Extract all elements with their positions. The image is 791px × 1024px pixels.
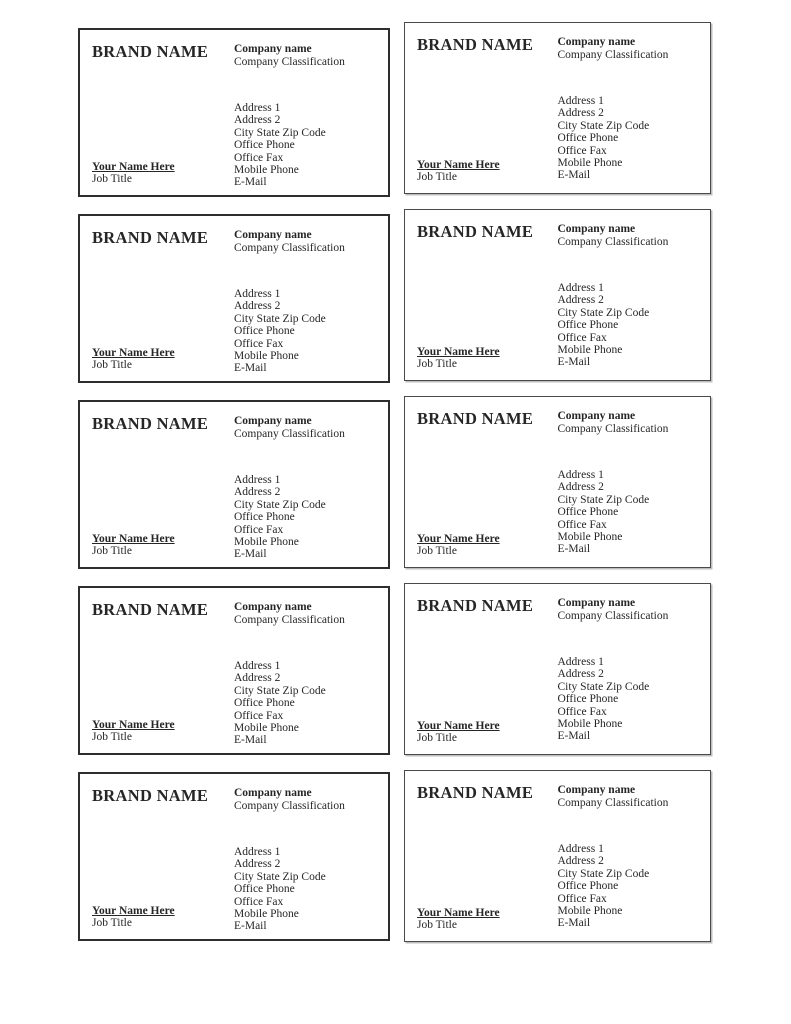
contact-name: Your Name Here <box>92 532 175 545</box>
address-line-mobile-phone: Mobile Phone <box>234 908 299 921</box>
business-card <box>78 772 390 941</box>
company-block <box>234 787 345 812</box>
contact-name: Your Name Here <box>92 718 175 731</box>
address-line-office-phone: Office Phone <box>557 693 619 706</box>
address-line-email: E-Mail <box>557 543 591 556</box>
address-line-mobile-phone: Mobile Phone <box>557 718 623 731</box>
company-name: Company name <box>234 601 312 613</box>
address-line-email: E-Mail <box>234 920 267 933</box>
address-block <box>558 282 650 369</box>
address-line-1: Address 1 <box>234 474 281 486</box>
address-line-email: E-Mail <box>557 169 591 182</box>
address-line-office-fax: Office Fax <box>557 892 607 905</box>
company-block <box>558 784 669 809</box>
address-line-1: Address 1 <box>557 95 604 107</box>
company-classification: Company Classification <box>557 609 669 622</box>
address-line-email: E-Mail <box>234 362 267 375</box>
address-line-office-fax: Office Fax <box>557 144 607 157</box>
job-title: Job Title <box>92 917 132 930</box>
address-line-mobile-phone: Mobile Phone <box>234 350 299 363</box>
address-block <box>558 469 650 556</box>
address-block <box>234 288 326 375</box>
contact-name: Your Name Here <box>417 532 500 545</box>
address-line-office-fax: Office Fax <box>234 709 284 722</box>
address-line-city-state-zip: City State Zip Code <box>234 312 326 325</box>
business-card <box>78 214 390 383</box>
brand-name: BRAND NAME <box>417 783 534 802</box>
address-line-office-fax: Office Fax <box>234 523 284 536</box>
contact-name: Your Name Here <box>92 346 175 359</box>
company-block <box>558 597 669 622</box>
address-line-city-state-zip: City State Zip Code <box>557 493 650 506</box>
business-card <box>404 396 711 568</box>
address-line-city-state-zip: City State Zip Code <box>234 498 326 511</box>
company-classification: Company Classification <box>557 796 669 809</box>
card-column-left <box>78 28 390 941</box>
signature-block <box>417 720 500 745</box>
address-line-2: Address 2 <box>234 114 281 127</box>
company-block <box>234 415 345 440</box>
company-classification: Company Classification <box>234 613 345 626</box>
business-card <box>404 770 711 942</box>
company-name: Company name <box>234 229 312 241</box>
address-line-office-fax: Office Fax <box>557 518 607 531</box>
company-name: Company name <box>557 223 636 235</box>
address-line-2: Address 2 <box>234 858 281 871</box>
job-title: Job Title <box>417 919 457 932</box>
address-line-2: Address 2 <box>557 668 604 681</box>
business-card <box>404 22 711 194</box>
address-line-mobile-phone: Mobile Phone <box>557 905 623 918</box>
business-card <box>404 583 711 755</box>
job-title: Job Title <box>417 358 457 371</box>
company-name: Company name <box>234 787 312 799</box>
address-line-office-phone: Office Phone <box>234 325 295 338</box>
business-card <box>78 400 390 569</box>
address-line-1: Address 1 <box>557 843 604 855</box>
company-classification: Company Classification <box>234 55 345 68</box>
address-line-2: Address 2 <box>234 486 281 499</box>
address-block <box>234 846 326 933</box>
address-line-office-fax: Office Fax <box>234 337 284 350</box>
signature-block <box>92 533 175 558</box>
contact-name: Your Name Here <box>417 719 500 732</box>
signature-block <box>92 161 175 186</box>
company-block <box>558 223 669 248</box>
address-line-office-phone: Office Phone <box>234 883 295 896</box>
brand-name: BRAND NAME <box>92 228 209 247</box>
address-line-city-state-zip: City State Zip Code <box>557 306 650 319</box>
address-line-office-fax: Office Fax <box>557 705 607 718</box>
job-title: Job Title <box>417 545 457 558</box>
contact-name: Your Name Here <box>92 904 175 917</box>
address-line-email: E-Mail <box>557 356 591 369</box>
address-line-email: E-Mail <box>234 548 267 561</box>
company-block <box>234 43 345 68</box>
company-name: Company name <box>557 410 636 422</box>
address-block <box>234 660 326 747</box>
signature-block <box>417 907 500 932</box>
signature-block <box>417 533 500 558</box>
brand-name: BRAND NAME <box>417 596 534 615</box>
company-name: Company name <box>234 415 312 427</box>
address-block <box>558 843 650 930</box>
address-line-mobile-phone: Mobile Phone <box>234 722 299 735</box>
address-line-office-phone: Office Phone <box>557 132 619 145</box>
address-line-office-fax: Office Fax <box>234 151 284 164</box>
brand-name: BRAND NAME <box>92 600 209 619</box>
signature-block <box>92 905 175 930</box>
brand-name: BRAND NAME <box>417 222 534 241</box>
job-title: Job Title <box>417 732 457 745</box>
address-line-office-phone: Office Phone <box>234 697 295 710</box>
address-block <box>558 656 650 743</box>
job-title: Job Title <box>92 359 132 372</box>
address-block <box>558 95 650 182</box>
address-line-email: E-Mail <box>557 917 591 930</box>
address-line-office-phone: Office Phone <box>234 511 295 524</box>
brand-name: BRAND NAME <box>92 42 209 61</box>
address-line-1: Address 1 <box>557 656 604 668</box>
address-line-office-fax: Office Fax <box>234 895 284 908</box>
brand-name: BRAND NAME <box>92 786 209 805</box>
company-name: Company name <box>557 597 636 609</box>
contact-name: Your Name Here <box>417 158 500 171</box>
company-block <box>558 36 669 61</box>
address-line-office-phone: Office Phone <box>557 319 619 332</box>
business-card <box>78 28 390 197</box>
contact-name: Your Name Here <box>92 160 175 173</box>
address-line-1: Address 1 <box>557 469 604 481</box>
brand-name: BRAND NAME <box>417 35 534 54</box>
job-title: Job Title <box>417 171 457 184</box>
business-card <box>404 209 711 381</box>
job-title: Job Title <box>92 173 132 186</box>
address-line-office-phone: Office Phone <box>234 139 295 152</box>
business-card <box>78 586 390 755</box>
address-block <box>234 474 326 561</box>
address-line-mobile-phone: Mobile Phone <box>557 157 623 170</box>
address-line-2: Address 2 <box>557 855 604 868</box>
address-line-email: E-Mail <box>234 734 267 747</box>
signature-block <box>92 347 175 372</box>
company-classification: Company Classification <box>234 799 345 812</box>
address-line-city-state-zip: City State Zip Code <box>234 126 326 139</box>
contact-name: Your Name Here <box>417 345 500 358</box>
address-line-2: Address 2 <box>557 107 604 120</box>
company-name: Company name <box>557 36 636 48</box>
address-line-2: Address 2 <box>234 300 281 313</box>
address-line-2: Address 2 <box>557 294 604 307</box>
address-line-city-state-zip: City State Zip Code <box>557 867 650 880</box>
address-line-city-state-zip: City State Zip Code <box>234 684 326 697</box>
signature-block <box>417 346 500 371</box>
address-line-office-phone: Office Phone <box>557 880 619 893</box>
company-classification: Company Classification <box>557 235 669 248</box>
address-line-mobile-phone: Mobile Phone <box>234 164 299 177</box>
address-line-1: Address 1 <box>234 660 281 672</box>
address-line-1: Address 1 <box>234 288 281 300</box>
company-block <box>558 410 669 435</box>
address-line-1: Address 1 <box>557 282 604 294</box>
company-block <box>234 229 345 254</box>
company-classification: Company Classification <box>234 241 345 254</box>
address-line-office-phone: Office Phone <box>557 506 619 519</box>
address-line-mobile-phone: Mobile Phone <box>557 344 623 357</box>
address-line-city-state-zip: City State Zip Code <box>234 870 326 883</box>
address-line-email: E-Mail <box>234 176 267 189</box>
company-classification: Company Classification <box>234 427 345 440</box>
job-title: Job Title <box>92 731 132 744</box>
signature-block <box>417 159 500 184</box>
company-block <box>234 601 345 626</box>
brand-name: BRAND NAME <box>92 414 209 433</box>
company-name: Company name <box>557 784 636 796</box>
address-line-2: Address 2 <box>234 672 281 685</box>
address-line-2: Address 2 <box>557 481 604 494</box>
address-line-city-state-zip: City State Zip Code <box>557 680 650 693</box>
company-classification: Company Classification <box>557 48 669 61</box>
company-name: Company name <box>234 43 312 55</box>
brand-name: BRAND NAME <box>417 409 534 428</box>
address-line-mobile-phone: Mobile Phone <box>234 536 299 549</box>
signature-block <box>92 719 175 744</box>
contact-name: Your Name Here <box>417 906 500 919</box>
card-column-right <box>404 22 711 942</box>
address-line-mobile-phone: Mobile Phone <box>557 531 623 544</box>
address-line-1: Address 1 <box>234 846 281 858</box>
address-block <box>234 102 326 189</box>
address-line-office-fax: Office Fax <box>557 331 607 344</box>
company-classification: Company Classification <box>557 422 669 435</box>
job-title: Job Title <box>92 545 132 558</box>
address-line-email: E-Mail <box>557 730 591 743</box>
address-line-1: Address 1 <box>234 102 281 114</box>
address-line-city-state-zip: City State Zip Code <box>557 119 650 132</box>
